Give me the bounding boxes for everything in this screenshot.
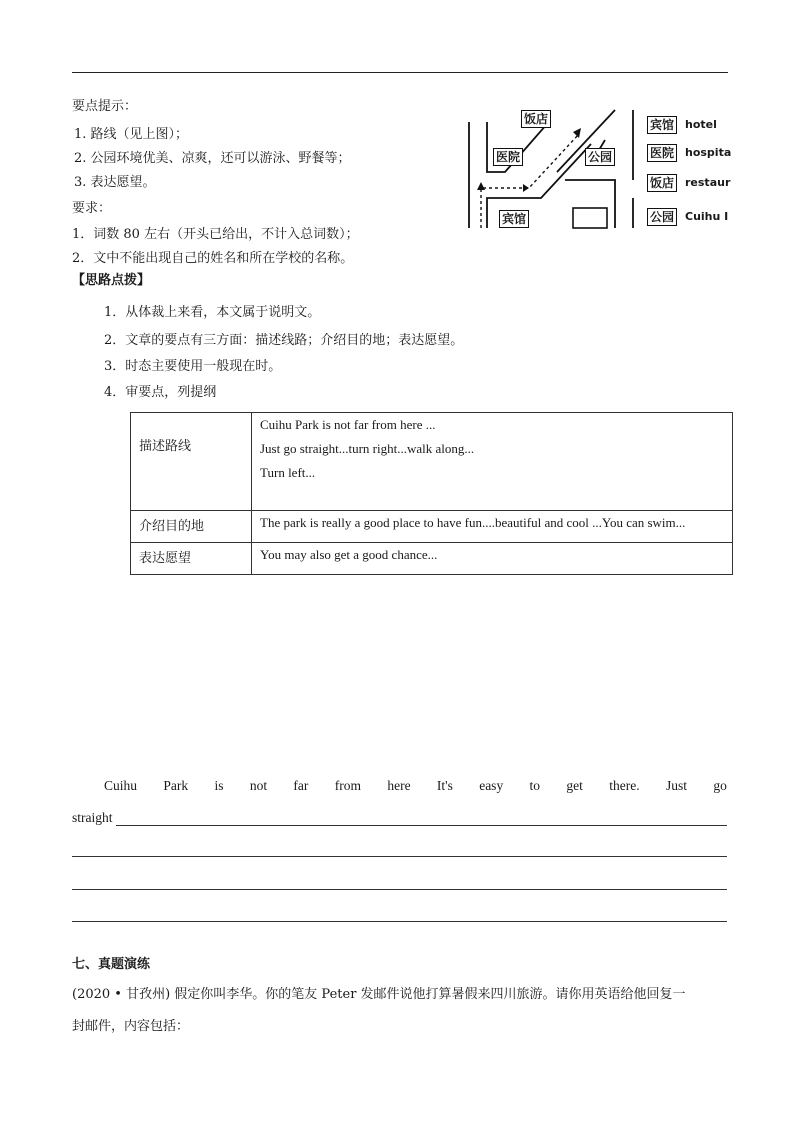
requirements-heading: 要求：: [72, 201, 112, 216]
passage-word: is: [214, 778, 224, 793]
answer-line[interactable]: [72, 856, 727, 857]
tip-item: 3. 表达愿望。: [74, 175, 156, 190]
answer-line[interactable]: [72, 889, 727, 890]
outline-label: 表达愿望: [139, 551, 192, 566]
passage-first-line: [104, 778, 727, 794]
header-rule: [72, 72, 728, 73]
passage-word: go: [713, 778, 727, 793]
legend-park-en: Cuihu I: [685, 210, 729, 223]
passage-word: Just: [665, 778, 687, 793]
requirement-item: 1．词数 80 左右（开头已给出，不计入总词数）；: [72, 227, 359, 242]
requirement-item: 2．文中不能出现自己的姓名和所在学校的名称。: [72, 251, 354, 266]
legend-hospital-en: hospita: [685, 146, 732, 159]
passage-word: easy: [479, 778, 504, 793]
route-map: [465, 100, 732, 230]
passage-word: here: [387, 778, 411, 793]
passage-word: It's: [436, 778, 453, 793]
analysis-item: 4．审要点，列提纲: [104, 385, 217, 400]
outline-line: Just go straight...turn right...walk along...: [260, 441, 475, 456]
legend-restaurant-zh: 饭店: [647, 174, 677, 192]
passage-word: to: [529, 778, 541, 793]
outline-line: Turn left...: [260, 465, 316, 480]
map-hospital-label: 医院: [493, 148, 523, 166]
tip-item: 2. 公园环境优美、凉爽，还可以游泳、野餐等；: [74, 151, 351, 166]
tips-heading: 要点提示：: [72, 99, 138, 114]
passage-word: not: [249, 778, 268, 793]
map-restaurant-label: 饭店: [521, 110, 551, 128]
passage-word: from: [334, 778, 361, 793]
outline-line: The park is really a good place to have fun....beautiful and cool ...You can swim...: [260, 515, 686, 530]
analysis-item: 2．文章的要点有三方面：描述线路；介绍目的地；表达愿望。: [104, 333, 464, 348]
outline-label: 介绍目的地: [139, 519, 205, 534]
legend-hotel-zh: 宾馆: [647, 116, 677, 134]
table-row: [131, 543, 733, 575]
passage-word: Park: [163, 778, 189, 793]
passage-word: Cuihu: [104, 778, 138, 793]
passage-word: there.: [609, 778, 640, 793]
section7-text: 封邮件，内容包括：: [72, 1019, 190, 1034]
legend-park-zh: 公园: [647, 208, 677, 226]
passage-word: far: [293, 778, 309, 793]
map-park-label: 公园: [585, 148, 615, 166]
outline-line: Cuihu Park is not far from here ...: [260, 417, 436, 432]
map-hotel-label: 宾馆: [499, 210, 529, 228]
section7-heading: 七、真题演练: [72, 957, 151, 972]
legend-hotel-en: hotel: [685, 118, 717, 131]
answer-line[interactable]: [116, 825, 727, 826]
tip-item: 1. 路线（见上图）；: [74, 127, 189, 142]
passage-word: get: [566, 778, 583, 793]
answer-line[interactable]: [72, 921, 727, 922]
legend-restaurant-en: restaur: [685, 176, 731, 189]
table-row: [131, 413, 733, 511]
outline-table: [130, 412, 733, 575]
analysis-item: 3．时态主要使用一般现在时。: [104, 359, 282, 374]
analysis-heading: 【思路点拨】: [72, 273, 151, 288]
table-row: [131, 511, 733, 543]
analysis-item: 1．从体裁上来看，本文属于说明文。: [104, 305, 321, 320]
outline-line: You may also get a good chance...: [260, 547, 438, 562]
outline-label: 描述路线: [139, 439, 192, 454]
section7-text: (2020 • 甘孜州) 假定你叫李华。你的笔友 Peter 发邮件说他打算暑假来四川旅游。请你用英语给他回复一: [72, 987, 686, 1002]
legend-hospital-zh: 医院: [647, 144, 677, 162]
passage-second-line-start: straight: [72, 810, 113, 825]
